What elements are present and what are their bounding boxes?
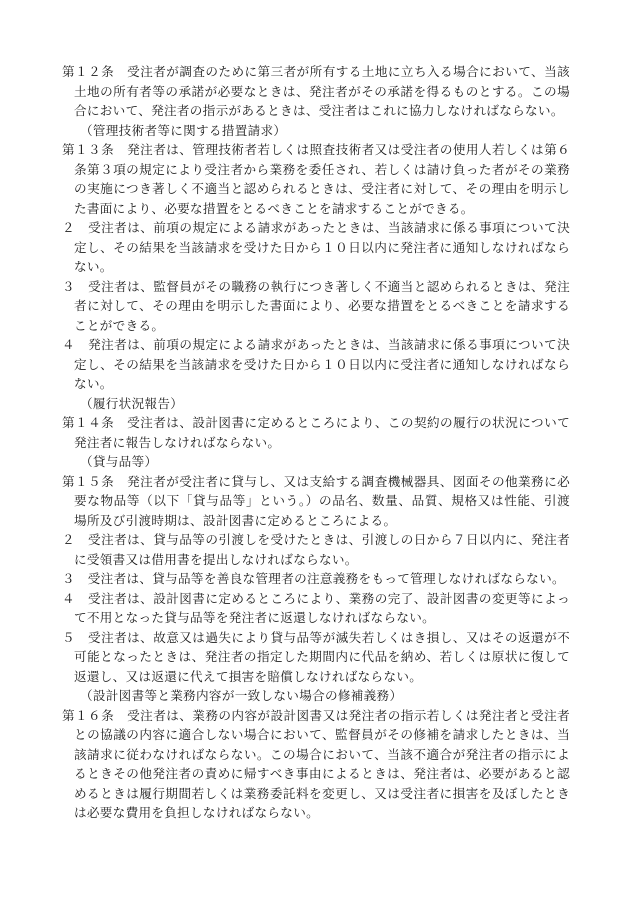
article-13-item-4: ４ 発注者は、前項の規定による請求があったときは、当該請求に係る事項について決定し、その結果を当該請求を受けた日から１０日以内に受注者に通知しなければならない。 [62, 337, 570, 391]
article-13-item-2: ２ 受注者は、前項の規定による請求があったときは、当該請求に係る事項について決定し、その結果を当該請求を受けた日から１０日以内に発注者に通知しなければならない。 [62, 220, 570, 274]
document-body [62, 62, 570, 823]
heading-16: （設計図書等と業務内容が一致しない場合の修補義務） [80, 688, 403, 703]
article-15: 第１５条 発注者が受注者に貸与し、又は支給する調査機械器具、図面その他業務に必要な物品等（以下「貸与品等」という。）の品名、数量、品質、規格又は性能、引渡場所及び引渡時期は、設計図書に定めるところによる。 [62, 473, 570, 528]
article-15-item-2: ２ 受注者は、貸与品等の引渡しを受けたときは、引渡しの日から７日以内に、発注者に受領書又は借用書を提出しなければならない。 [62, 532, 570, 567]
article-15-item-5: ５ 受注者は、故意又は過失により貸与品等が滅失若しくはき損し、又はその返還が不可能となったときは、発注者の指定した期間内に代品を納め、若しくは原状に復して返還し、又は返還に代えて損害を賠償しなければならない。 [62, 629, 570, 684]
article-16: 第１６条 受注者は、業務の内容が設計図書又は発注者の指示若しくは発注者と受注者との協議の内容に適合しない場合において、監督員がその修補を請求したときは、当該請求に従わなければならない。この場合において、当該不適合が発注者の指示によるときその他発注者の責めに帰すべき事由によるときは、発注者は、必要があると認めるときは履行期間若しくは業務委託料を変更し、又は受注者に損害を及ぼしたときは必要な費用を負担しなければならない。 [62, 707, 570, 820]
article-14: 第１４条 受注者は、設計図書に定めるところにより、この契約の履行の状況について発注者に報告しなければならない。 [62, 415, 570, 450]
article-13: 第１３条 発注者は、管理技術者若しくは照査技術者又は受注者の使用人若しくは第６条第３項の規定により受注者から業務を委任され、若しくは請け負った者がその業務の実施につき著しく不適当と認められるときは、受注者に対して、その理由を明示した書面により、必要な措置をとるべきことを請求することができる。 [62, 142, 570, 216]
article-15-item-4: ４ 受注者は、設計図書に定めるところにより、業務の完了、設計図書の変更等によって不用となった貸与品等を発注者に返還しなければならない。 [62, 590, 570, 625]
article-15-item-3: ３ 受注者は、貸与品等を善良な管理者の注意義務をもって管理しなければならない。 [62, 571, 565, 586]
article-13-item-3: ３ 受注者は、監督員がその職務の執行につき著しく不適当と認められるときは、発注者に対して、その理由を明示した書面により、必要な措置をとるべきことを請求することができる。 [62, 278, 570, 333]
heading-14: （履行状況報告） [80, 395, 184, 411]
article-12: 第１２条 受注者が調査のために第三者が所有する土地に立ち入る場合において、当該土地の所有者等の承諾が必要なときは、発注者がその承諾を得るものとする。この場合において、発注者の指示があるときは、受注者はこれに協力しなければならない。 [62, 64, 570, 118]
heading-13: （管理技術者等に関する措置請求） [80, 122, 287, 138]
heading-15: （貸与品等） [80, 454, 158, 469]
